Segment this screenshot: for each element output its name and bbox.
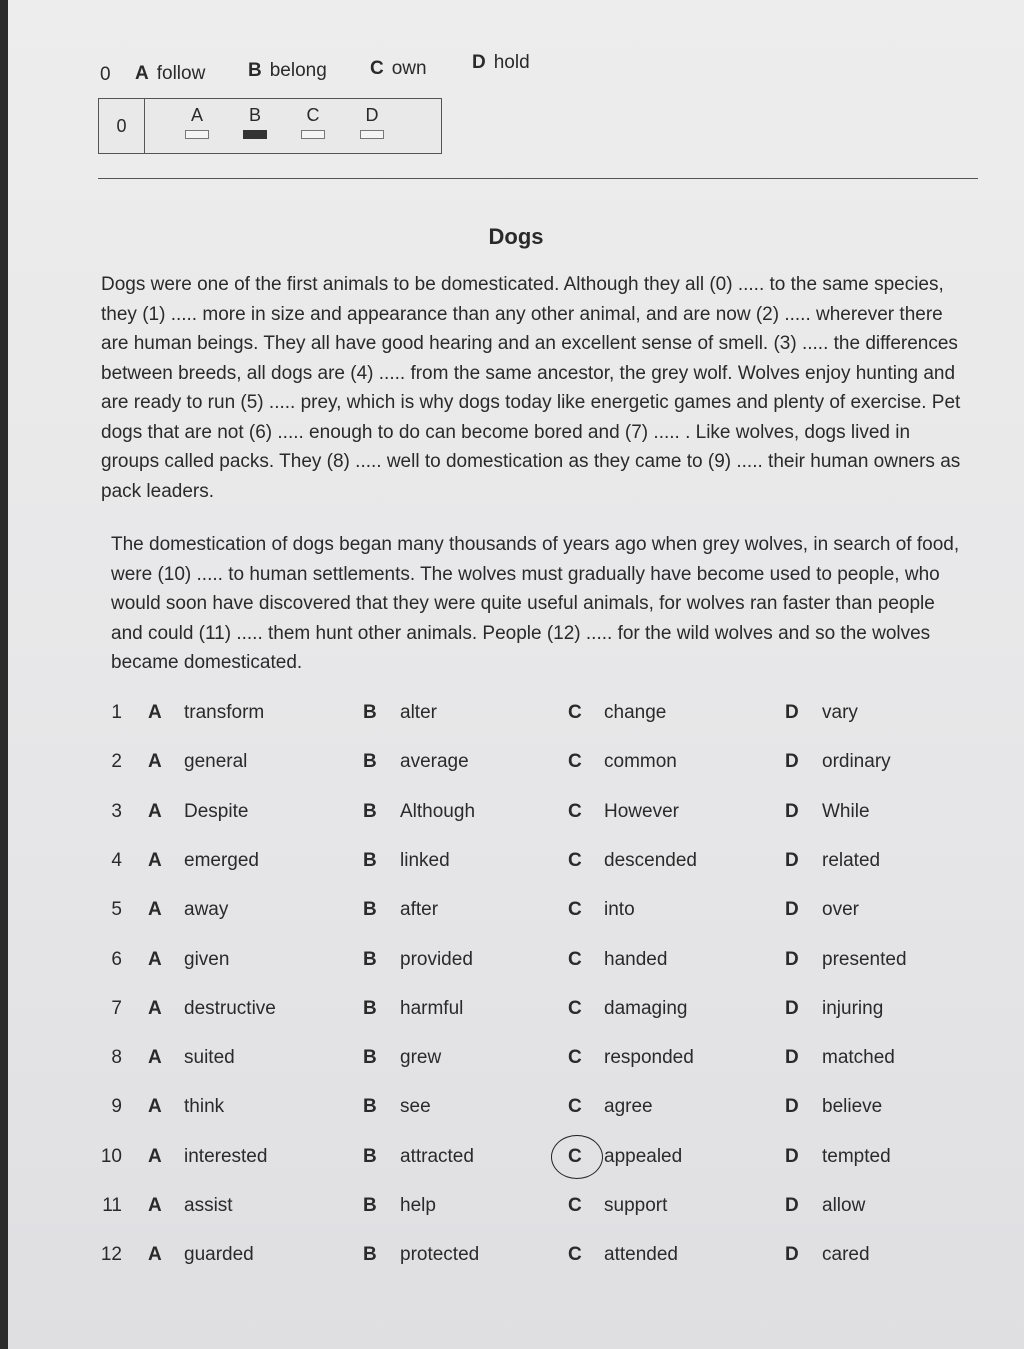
example-option-a: A follow (135, 63, 206, 84)
example-answer-sheet (98, 98, 442, 154)
option-d-text: related (822, 849, 881, 871)
option-a-text: general (184, 751, 248, 773)
option-c-text: damaging (604, 997, 688, 1019)
option-letter-c: C (568, 1195, 582, 1216)
option-c-text: appealed (604, 1145, 683, 1167)
option-letter-c: C (568, 1244, 582, 1266)
option-letter-b: B (363, 1195, 377, 1216)
question-row (8, 1146, 1024, 1176)
option-c-text: However (604, 800, 679, 822)
example-question (100, 52, 600, 88)
option-a-text: interested (184, 1145, 268, 1167)
option-b-text: linked (400, 849, 450, 871)
option-b-text: harmful (400, 997, 464, 1019)
option-letter-a: A (148, 1047, 162, 1069)
option-letter-a: A (148, 702, 162, 723)
option-letter-c: C (568, 1096, 582, 1118)
option-letter-c: C (568, 800, 582, 822)
option-d-text: matched (822, 1047, 895, 1069)
question-number: 4 (111, 849, 122, 871)
question-number: 11 (102, 1195, 122, 1216)
option-letter-d: D (785, 1244, 799, 1266)
question-row (8, 998, 1024, 1028)
option-letter-c: C (568, 948, 582, 970)
option-letter-b: B (363, 702, 377, 723)
passage-title: Dogs (488, 224, 544, 249)
option-d-text: tempted (822, 1145, 891, 1167)
question-number: 7 (111, 997, 122, 1019)
option-b-text: help (400, 1195, 436, 1216)
option-letter-c: C (568, 997, 582, 1019)
example-option-d: D hold (472, 52, 530, 73)
option-b-text: attracted (400, 1145, 474, 1167)
question-number: 5 (111, 899, 122, 921)
question-row (8, 1047, 1024, 1077)
option-d-text: cared (822, 1244, 870, 1266)
option-c-text: support (604, 1195, 668, 1216)
option-letter-b: B (363, 849, 377, 871)
option-letter-d: D (785, 948, 799, 970)
passage-paragraph-2: The domestication of dogs began many thousands of years ago when grey wolves, in search of food, were (10) ..... to human settlements. The wolves must gradually have become used to people, who would soon have discovered that they were quite useful animals, for wolves ran faster than people and could (11) ..... them hunt other animals. People (12) ..... for the wild wolves and so the wolves became domesticated. (111, 534, 960, 673)
option-a-text: Despite (184, 800, 249, 822)
question-row (8, 1096, 1024, 1126)
option-a-text: think (184, 1096, 225, 1118)
option-a-text: guarded (184, 1244, 254, 1266)
answer-sheet-option-d: D (357, 105, 387, 139)
option-b-text: average (400, 751, 469, 773)
option-letter-b: B (363, 751, 377, 773)
option-d-text: presented (822, 948, 907, 970)
question-row (8, 949, 1024, 979)
question-number: 3 (111, 800, 122, 822)
example-option-b: B belong (248, 60, 327, 81)
option-d-text: injuring (822, 997, 884, 1019)
option-c-text: descended (604, 849, 697, 871)
option-a-text: away (184, 899, 229, 921)
option-letter-b: B (363, 800, 377, 822)
option-a-text: given (184, 948, 230, 970)
option-letter-a: A (148, 1195, 162, 1216)
option-c-text: handed (604, 948, 668, 970)
option-a-text: destructive (184, 997, 276, 1019)
question-number: 10 (100, 1145, 122, 1167)
answer-sheet-option-a: A (182, 105, 212, 139)
option-letter-b: B (363, 1047, 377, 1069)
option-a-text: emerged (184, 849, 259, 871)
option-b-text: protected (400, 1244, 480, 1266)
option-letter-b: B (363, 1096, 377, 1118)
option-letter-a: A (148, 899, 162, 921)
option-letter-d: D (785, 702, 799, 723)
option-letter-c: C (568, 899, 582, 921)
option-d-text: over (822, 899, 859, 921)
option-letter-c: C (568, 751, 582, 773)
option-c-text: into (604, 899, 635, 921)
option-b-text: provided (400, 948, 473, 970)
option-letter-a: A (148, 1244, 162, 1266)
option-b-text: alter (400, 702, 437, 723)
option-letter-a: A (148, 849, 162, 871)
answer-sheet-option-b-marked: B (240, 105, 270, 139)
option-letter-a: A (148, 800, 162, 822)
option-letter-c: C (568, 849, 582, 871)
question-number: 12 (100, 1244, 122, 1266)
option-c-text: agree (604, 1096, 653, 1118)
option-letter-b: B (363, 948, 377, 970)
option-letter-a: A (148, 751, 162, 773)
option-letter-c: C (568, 1145, 582, 1167)
option-letter-c: C (568, 1047, 582, 1069)
option-letter-d: D (785, 751, 799, 773)
option-d-text: vary (822, 702, 858, 723)
option-d-text: believe (822, 1096, 883, 1118)
question-row (8, 899, 1024, 929)
question-number: 8 (111, 1047, 122, 1069)
option-b-text: grew (400, 1047, 442, 1069)
option-a-text: assist (184, 1195, 233, 1216)
question-row (8, 1195, 1024, 1225)
passage-paragraph-1: Dogs were one of the first animals to be domesticated. Although they all (0) ..... to the same species, they (1) ..... more in size and appearance than any other animal, and are now (2) ..... wherever there are human beings. They all have good hearing and an excellent sense of smell. (3) ..... the differences between breeds, all dogs are (4) ..... from the same ancestor, the grey wolf. Wolves enjoy hunting and are ready to run (5) ..... prey, which is why dogs today like energetic games and plenty of exercise. Pet dogs that are not (6) ..... enough to do can become bored and (7) ..... . Like wolves, dogs lived in groups called packs. They (8) ..... well to domestication as they came to (9) ..... their human owners as pack leaders. (101, 274, 961, 502)
option-letter-a: A (148, 1145, 162, 1167)
example-number: 0 (100, 64, 111, 85)
option-letter-a: A (148, 948, 162, 970)
example-option-c: C own (370, 58, 427, 79)
option-letter-b: B (363, 899, 377, 921)
question-number: 6 (111, 948, 122, 970)
option-letter-a: A (148, 997, 162, 1019)
question-number: 9 (111, 1096, 122, 1118)
option-letter-d: D (785, 1145, 799, 1167)
question-number: 2 (111, 751, 122, 773)
answer-sheet-option-c: C (298, 105, 328, 139)
question-row (8, 1244, 1024, 1274)
option-b-text: Although (400, 800, 476, 822)
option-d-text: allow (822, 1195, 866, 1216)
option-letter-d: D (785, 1195, 799, 1216)
option-letter-d: D (785, 1047, 799, 1069)
option-letter-d: D (785, 997, 799, 1019)
section-divider (98, 178, 978, 179)
option-letter-d: D (785, 800, 799, 822)
question-row (8, 801, 1024, 831)
option-letter-d: D (785, 899, 799, 921)
question-row (8, 702, 1024, 732)
option-d-text: While (822, 800, 870, 822)
option-c-text: responded (604, 1047, 694, 1069)
option-c-text: attended (604, 1244, 678, 1266)
option-d-text: ordinary (822, 751, 891, 773)
option-b-text: after (400, 899, 439, 921)
option-letter-c: C (568, 702, 582, 723)
question-number: 1 (111, 702, 122, 723)
option-letter-b: B (363, 997, 377, 1019)
worksheet-page (8, 0, 1024, 1349)
option-a-text: suited (184, 1047, 235, 1069)
option-letter-a: A (148, 1096, 162, 1118)
option-letter-d: D (785, 849, 799, 871)
question-row (8, 850, 1024, 880)
answer-sheet-number: 0 (99, 99, 145, 153)
option-c-text: common (604, 751, 677, 773)
question-row (8, 751, 1024, 781)
option-letter-b: B (363, 1244, 377, 1266)
option-b-text: see (400, 1096, 431, 1118)
handwritten-answer-circle (551, 1135, 603, 1179)
option-letter-d: D (785, 1096, 799, 1118)
option-letter-b: B (363, 1145, 377, 1167)
option-a-text: transform (184, 702, 265, 723)
option-c-text: change (604, 702, 667, 723)
